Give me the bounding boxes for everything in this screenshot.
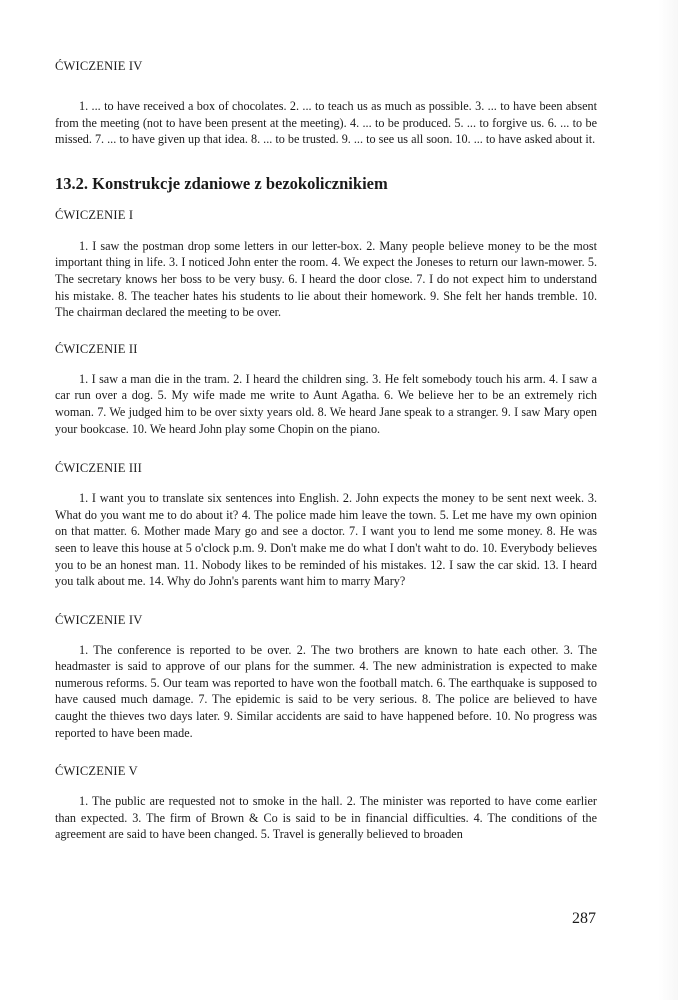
exercise-heading: ĆWICZENIE IV (55, 59, 143, 73)
exercise-text: 1. ... to have received a box of chocolates. 2. ... to teach us as much as possible. 3. ... to have been absent from the meeting (not to have been present at the meeting). 4. ... to be produced. 5. ... to forgive us. 6. ... to be missed. 7. ... to have given up that idea. 8. ... to be trusted. 9. ... to see us all soon. 10. ... to have asked about it. (55, 99, 597, 147)
exercise-text: 1. I saw a man die in the tram. 2. I heard the children sing. 3. He felt somebody touch his arm. 4. I saw a car run over a dog. 5. My wife made me write to Aunt Agatha. 6. We believe her to be an extremely rich woman. 7. We judged him to be over sixty years old. 8. We heard Jane speak to a stranger. 9. I saw Mary open your bookcase. 10. We heard John play some Chopin on the piano. (55, 371, 597, 436)
exercise-heading: ĆWICZENIE II (55, 341, 138, 356)
page-number: 287 (572, 910, 596, 927)
exercise-text: 1. The conference is reported to be over. 2. The two brothers are known to hate each other. 3. The headmaster is said to approve of our plans for the summer. 4. The new administration is expected to make numerous reforms. 5. Our team was reported to have won the football match. 6. The earthquake is supposed to have caused much damage. 7. The epidemic is said to be very serious. 8. The police are believed to have caught the thieves two days later. 9. Similar accidents are said to have happened before. 10. No progress was reported to have been made. (55, 642, 597, 740)
exercise-heading: ĆWICZENIE IV (55, 612, 143, 627)
exercise-text: 1. I saw the postman drop some letters in our letter-box. 2. Many people believe money to be the most important thing in life. 3. I noticed John enter the room. 4. We expect the Joneses to return our lawn-mower. 5. The secretary knows her boss to be very busy. 6. I heard the door close. 7. I do not expect him to understand his mistake. 8. The teacher hates his students to lie about their homework. 9. She felt her hands tremble. 10. The chairman declared the meeting to be over. (55, 238, 597, 320)
exercise-heading: ĆWICZENIE I (55, 207, 134, 222)
exercise-text: 1. I want you to translate six sentences into English. 2. John expects the money to be sent next week. 3. What do you want me to do about it? 4. The police made him leave the town. 5. Let me have my own opinion on that matter. 6. Mother made Mary go and see a doctor. 7. I want you to lend me some money. 8. He was seen to leave this house at 5 o'clock p.m. 9. Don't make me do what I don't waht to do. 10. Everybody believes you to be an honest man. 11. Nobody likes to be reminded of his mistakes. 12. I saw the car skid. 13. I heard you talk about me. 14. Why do John's parents want him to marry Mary? (55, 491, 597, 589)
book-page (55, 58, 597, 843)
section-title: 13.2. Konstrukcje zdaniowe z bezokolicznikiem (55, 173, 388, 193)
exercise-heading: ĆWICZENIE III (55, 461, 142, 476)
exercise-heading: ĆWICZENIE V (55, 764, 138, 779)
exercise-text: 1. The public are requested not to smoke in the hall. 2. The minister was reported to have come earlier than expected. 3. The firm of Brown & Co is said to be in financial difficulties. 4. The conditions of the agreement are said to have been changed. 5. Travel is generally believed to broaden (55, 794, 597, 842)
page-edge-shade (658, 0, 678, 1000)
